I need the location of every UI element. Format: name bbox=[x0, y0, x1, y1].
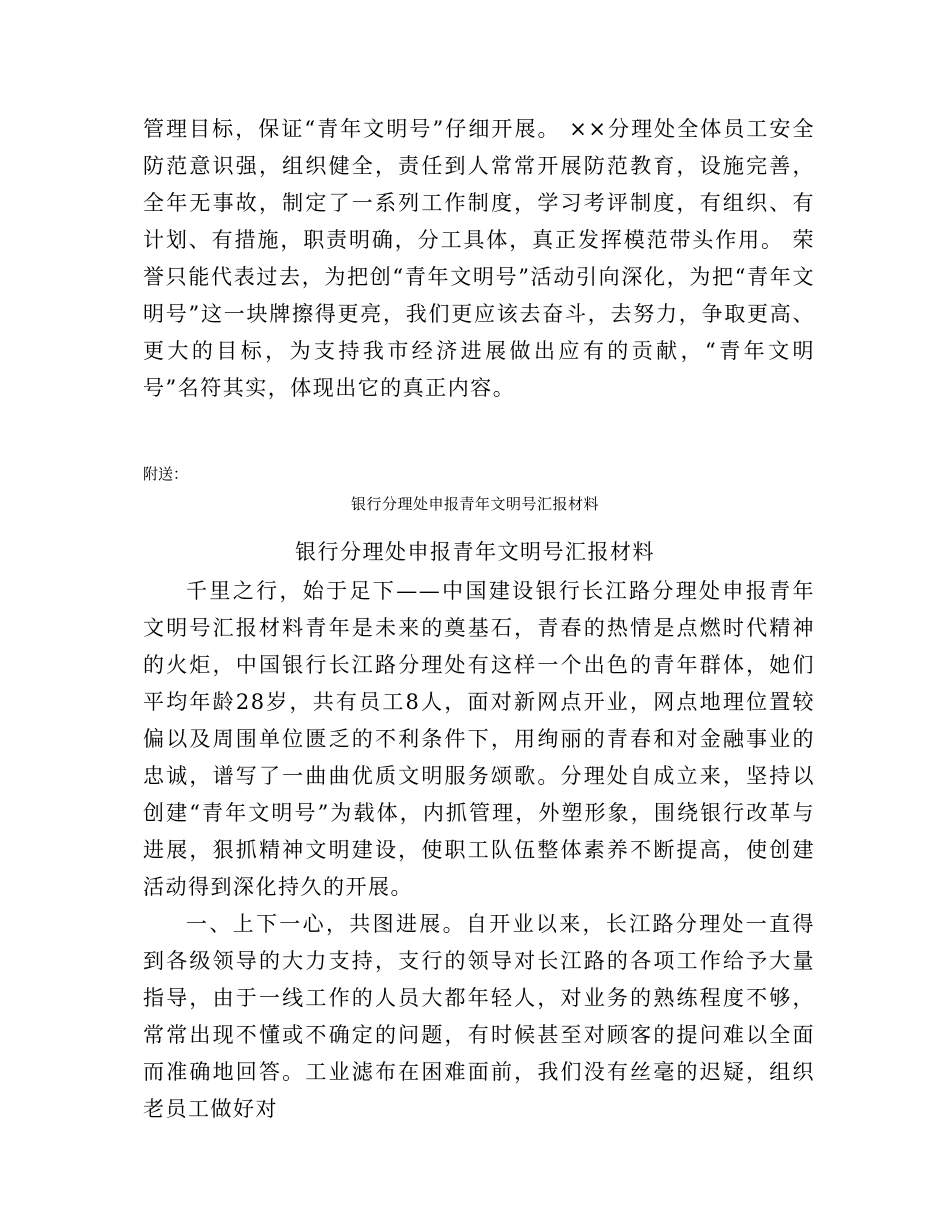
section1-paragraph: 一、上下一心，共图进展。自开业以来，长江路分理处一直得到各级领导的大力支持，支行的领导对长江路的各项工作给予大量指导，由于一线工作的人员大都年轻人，对业务的熟练程度不够，常常出现不懂或不确定的问题，有时候甚至对顾客的提问难以全面而准确地回答。工业滤布在困难面前，我们没有丝毫的迟疑，组织老员工做好对 bbox=[143, 912, 815, 1121]
intro-paragraph: 千里之行，始于足下——中国建设银行长江路分理处申报青年文明号汇报材料青年是未来的奠基石，青春的热情是点燃时代精神的火炬，中国银行长江路分理处有这样一个出色的青年群体，她们平均年龄28岁，共有员工8人，面对新网点开业，网点地理位置较偏以及周围单位匮乏的不利条件下，用绚丽的青春和对金融事业的忠诚，谱写了一曲曲优质文明服务颂歌。分理处自成立来，坚持以创建“青年文明号”为载体，内抓管理，外塑形象，围绕银行改革与进展，狠抓精神文明建设，使职工队伍整体素养不断提高，使创建活动得到深化持久的开展。 bbox=[143, 579, 815, 899]
document-title: 银行分理处申报青年文明号汇报材料 bbox=[295, 540, 655, 564]
continued-paragraph: 管理目标，保证“青年文明号”仔细开展。 ××分理处全体员工安全防范意识强，组织健全，责任到人常常开展防范教育，设施完善，全年无事故，制定了一系列工作制度，学习考评制度，有组织、有计划、有措施，职责明确，分工具体，真正发挥模范带头作用。 荣誉只能代表过去，为把创“青年文明号”活动引向深化，为把“青年文明号”这一块牌擦得更亮，我们更应该去奋斗，去努力，争取更高、更大的目标，为支持我市经济进展做出应有的贡献，“青年文明号”名符其实，体现出它的真正内容。 bbox=[143, 117, 815, 400]
appendix-label: 附送： bbox=[143, 465, 189, 483]
appendix-small-title: 银行分理处申报青年文明号汇报材料 bbox=[350, 495, 599, 513]
